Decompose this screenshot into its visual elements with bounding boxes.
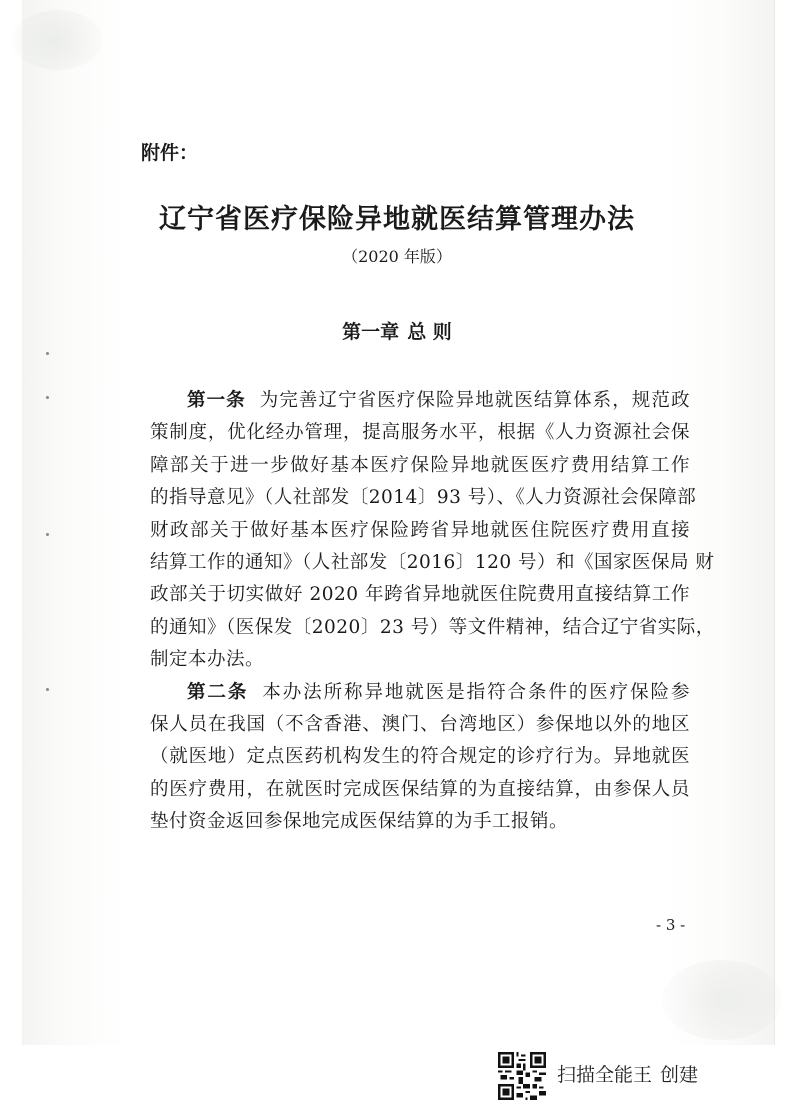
article-line: 障部关于进一步做好基本医疗保险异地就医医疗费用结算工作 [150, 454, 690, 476]
article-heading: 第二条 [187, 681, 249, 703]
article-heading: 第一条 [187, 390, 246, 411]
scan-speck [46, 352, 49, 355]
article-1 [150, 385, 715, 677]
scan-speck [46, 396, 49, 399]
attachment-label: 附件： [141, 142, 199, 164]
scan-smudge [12, 10, 102, 70]
scan-speck [46, 688, 49, 691]
chapter-name: 总 则 [407, 321, 452, 343]
article-line: （就医地）定点医药机构发生的符合规定的诊疗行为。异地就医 [150, 746, 690, 768]
scan-smudge [662, 960, 782, 1040]
document-body [150, 385, 715, 839]
created-label: 创建 [660, 1064, 699, 1086]
article-line: 的通知》（医保发〔2020〕23 号）等文件精神，结合辽宁省实际， [150, 616, 715, 638]
article-line: 保人员在我国（不含香港、澳门、台湾地区）参保地以外的地区 [150, 714, 690, 736]
scanner-credit [557, 1060, 698, 1087]
article-line: 第二条 本办法所称异地就医是指符合条件的医疗保险参 [187, 681, 690, 703]
qr-code-icon [498, 1052, 546, 1100]
article-line: 制定本办法。 [150, 649, 265, 671]
article-line: 财政部关于做好基本医疗保险跨省异地就医住院医疗费用直接 [150, 519, 690, 541]
chapter-number: 第一章 [342, 321, 400, 343]
article-line: 的医疗费用，在就医时完成医保结算的为直接结算，由参保人员 [150, 778, 690, 800]
article-line: 的指导意见》（人社部发〔2014〕93 号）、《人力资源社会保障部 [150, 487, 697, 509]
document-edition: （2020 年版） [342, 247, 452, 266]
article-2 [150, 677, 690, 839]
app-name: 扫描全能王 [557, 1064, 653, 1086]
article-line: 政部关于切实做好 2020 年跨省异地就医住院费用直接结算工作 [150, 584, 690, 606]
article-line: 策制度，优化经办管理，提高服务水平，根据《人力资源社会保 [150, 422, 690, 444]
article-line: 结算工作的通知》（人社部发〔2016〕120 号）和《国家医保局 财 [150, 552, 715, 574]
article-line: 垫付资金返回参保地完成医保结算的为手工报销。 [150, 811, 569, 833]
scan-speck [46, 533, 49, 536]
document-title: 辽宁省医疗保险异地就医结算管理办法 [159, 204, 635, 235]
chapter-heading [0, 317, 794, 344]
article-line: 第一条 为完善辽宁省医疗保险异地就医结算体系，规范政 [187, 390, 690, 411]
page-number: - 3 - [656, 916, 686, 934]
